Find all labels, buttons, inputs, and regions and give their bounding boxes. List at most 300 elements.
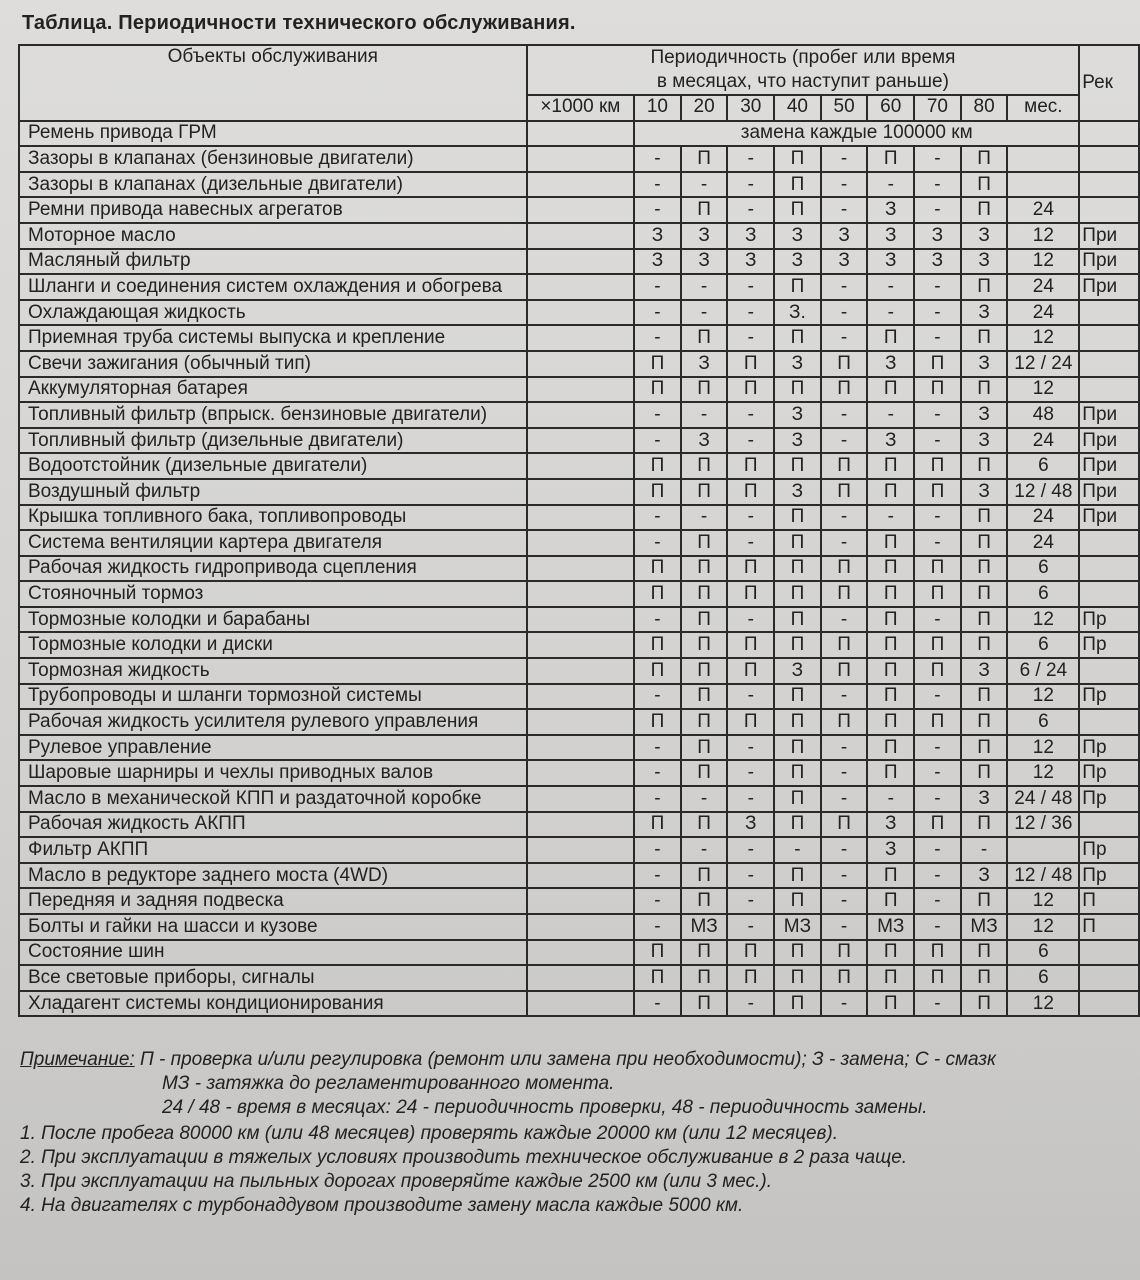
service-object-name: Крышка топливного бака, топливопроводы: [19, 505, 527, 531]
interval-cell: -: [727, 300, 774, 326]
interval-cell: П: [681, 863, 728, 889]
table-row: [19, 505, 1139, 531]
interval-cell: П: [821, 940, 868, 966]
interval-cell: П: [774, 991, 821, 1017]
interval-cell: З: [727, 812, 774, 838]
months-cell: 24: [1007, 274, 1079, 300]
interval-cell: П: [727, 479, 774, 505]
service-object-name: Болты и гайки на шасси и кузове: [19, 914, 527, 940]
table-row: [19, 146, 1139, 172]
interval-cell: П: [774, 146, 821, 172]
interval-cell: П: [774, 812, 821, 838]
table-row: [19, 863, 1139, 889]
interval-cell: -: [727, 428, 774, 454]
interval-cell: МЗ: [867, 914, 914, 940]
interval-cell: -: [634, 863, 681, 889]
interval-cell: П: [867, 760, 914, 786]
service-object-name: Ремни привода навесных агрегатов: [19, 197, 527, 223]
objects-header: Объекты обслуживания: [19, 45, 527, 121]
recommendation-cell: [1079, 530, 1139, 556]
interval-cell: П: [727, 965, 774, 991]
recommendation-cell: [1079, 709, 1139, 735]
interval-cell: П: [681, 658, 728, 684]
interval-cell: П: [961, 684, 1008, 710]
months-cell: 24 / 48: [1007, 786, 1079, 812]
interval-cell: -: [821, 172, 868, 198]
table-row: [19, 402, 1139, 428]
service-object-name: Шланги и соединения систем охлаждения и обогрева: [19, 274, 527, 300]
interval-cell: П: [914, 965, 961, 991]
months-header: мес.: [1007, 95, 1079, 121]
km-unit-cell: [527, 402, 635, 428]
interval-cell: П: [681, 735, 728, 761]
service-object-name: Зазоры в клапанах (бензиновые двигатели): [19, 146, 527, 172]
interval-cell: -: [821, 274, 868, 300]
table-row: [19, 888, 1139, 914]
interval-cell: П: [867, 940, 914, 966]
interval-cell: -: [681, 786, 728, 812]
km-col-70: 70: [914, 95, 961, 121]
interval-cell: З: [681, 249, 728, 275]
note-months-line: 24 / 48 - время в месяцах: 24 - периодичность проверки, 48 - периодичность замены.: [162, 1097, 928, 1118]
interval-cell: П: [681, 556, 728, 582]
interval-cell: -: [727, 837, 774, 863]
km-unit-cell: [527, 249, 635, 275]
interval-cell: П: [914, 658, 961, 684]
service-object-name: Все световые приборы, сигналы: [19, 965, 527, 991]
interval-cell: П: [961, 453, 1008, 479]
interval-cell: П: [681, 197, 728, 223]
interval-cell: П: [914, 709, 961, 735]
interval-cell: П: [961, 812, 1008, 838]
interval-cell: -: [727, 172, 774, 198]
recommendation-cell: [1079, 172, 1139, 198]
interval-cell: П: [774, 453, 821, 479]
km-unit-cell: [527, 581, 635, 607]
interval-cell: З: [867, 351, 914, 377]
km-unit-cell: [527, 786, 635, 812]
interval-cell: П: [867, 453, 914, 479]
km-unit-cell: [527, 709, 635, 735]
km-unit-cell: [527, 172, 635, 198]
interval-cell: П: [961, 172, 1008, 198]
interval-cell: -: [867, 402, 914, 428]
interval-cell: П: [774, 760, 821, 786]
table-body: [19, 121, 1139, 1017]
interval-cell: З: [681, 428, 728, 454]
table-row: [19, 658, 1139, 684]
table-row: [19, 632, 1139, 658]
recommendation-cell: [1079, 300, 1139, 326]
interval-cell: П: [681, 581, 728, 607]
recommendation-cell: При: [1079, 274, 1139, 300]
interval-cell: -: [914, 197, 961, 223]
interval-cell: П: [821, 632, 868, 658]
interval-cell: З: [961, 428, 1008, 454]
interval-cell: -: [634, 530, 681, 556]
interval-cell: -: [727, 914, 774, 940]
interval-cell: -: [914, 914, 961, 940]
km-col-20: 20: [681, 95, 728, 121]
table-row: [19, 760, 1139, 786]
interval-cell: П: [681, 607, 728, 633]
interval-cell: П: [821, 556, 868, 582]
service-object-name: Рабочая жидкость усилителя рулевого управления: [19, 709, 527, 735]
service-object-name: Ремень привода ГРМ: [19, 121, 527, 147]
interval-cell: -: [727, 530, 774, 556]
interval-cell: -: [681, 505, 728, 531]
interval-cell: П: [774, 684, 821, 710]
months-cell: 12: [1007, 760, 1079, 786]
months-cell: 6: [1007, 453, 1079, 479]
interval-cell: -: [914, 300, 961, 326]
interval-cell: -: [774, 837, 821, 863]
recommendation-cell: Пр: [1079, 837, 1139, 863]
note-legend-line: П - проверка и/или регулировка (ремонт или замена при необходимости); З - замена; С - смазк: [139, 1049, 996, 1070]
recommendation-cell: [1079, 556, 1139, 582]
service-object-name: Аккумуляторная батарея: [19, 377, 527, 403]
interval-cell: МЗ: [774, 914, 821, 940]
interval-cell: П: [774, 581, 821, 607]
interval-cell: -: [914, 991, 961, 1017]
interval-cell: П: [727, 940, 774, 966]
interval-cell: З: [774, 658, 821, 684]
km-unit-cell: [527, 274, 635, 300]
service-object-name: Топливный фильтр (дизельные двигатели): [19, 428, 527, 454]
interval-cell: П: [774, 940, 821, 966]
service-object-name: Свечи зажигания (обычный тип): [19, 351, 527, 377]
months-cell: 12: [1007, 325, 1079, 351]
km-unit-cell: [527, 684, 635, 710]
km-unit-header: ×1000 км: [527, 95, 635, 121]
interval-cell: П: [914, 556, 961, 582]
interval-cell: З: [961, 402, 1008, 428]
interval-cell: П: [634, 812, 681, 838]
interval-cell: -: [634, 888, 681, 914]
interval-cell: П: [821, 658, 868, 684]
service-object-name: Трубопроводы и шланги тормозной системы: [19, 684, 527, 710]
interval-cell: -: [867, 300, 914, 326]
months-cell: 12: [1007, 888, 1079, 914]
months-cell: 24: [1007, 505, 1079, 531]
months-cell: 12: [1007, 377, 1079, 403]
interval-cell: П: [681, 684, 728, 710]
interval-cell: П: [774, 863, 821, 889]
interval-cell: П: [774, 607, 821, 633]
km-unit-cell: [527, 351, 635, 377]
interval-cell: -: [914, 530, 961, 556]
interval-cell: -: [914, 146, 961, 172]
interval-cell: П: [821, 812, 868, 838]
km-unit-cell: [527, 914, 635, 940]
recommendation-cell: [1079, 351, 1139, 377]
interval-cell: З: [821, 223, 868, 249]
interval-cell: -: [727, 888, 774, 914]
table-row: [19, 812, 1139, 838]
service-object-name: Масло в редукторе заднего моста (4WD): [19, 863, 527, 889]
interval-cell: П: [867, 146, 914, 172]
interval-cell: -: [914, 888, 961, 914]
interval-cell: П: [681, 940, 728, 966]
interval-cell: -: [727, 991, 774, 1017]
recommendation-cell: [1079, 812, 1139, 838]
service-object-name: Тормозные колодки и диски: [19, 632, 527, 658]
table-row: [19, 274, 1139, 300]
interval-cell: П: [961, 505, 1008, 531]
interval-cell: -: [867, 274, 914, 300]
interval-cell: -: [821, 530, 868, 556]
recommendation-cell: П: [1079, 888, 1139, 914]
recommendation-cell: [1079, 146, 1139, 172]
recommendation-cell: Пр: [1079, 607, 1139, 633]
interval-cell: П: [634, 556, 681, 582]
km-unit-cell: [527, 121, 635, 147]
interval-cell: П: [821, 581, 868, 607]
recommendation-cell: При: [1079, 402, 1139, 428]
table-row: [19, 940, 1139, 966]
months-cell: 12: [1007, 607, 1079, 633]
km-unit-cell: [527, 607, 635, 633]
interval-cell: -: [821, 146, 868, 172]
interval-cell: П: [774, 505, 821, 531]
interval-cell: -: [634, 760, 681, 786]
interval-cell: -: [634, 991, 681, 1017]
recommendation-cell: При: [1079, 249, 1139, 275]
recommendation-header: Рек: [1079, 45, 1139, 121]
recommendation-cell: [1079, 581, 1139, 607]
interval-cell: -: [914, 274, 961, 300]
interval-cell: П: [821, 965, 868, 991]
table-row: [19, 786, 1139, 812]
recommendation-cell: Пр: [1079, 684, 1139, 710]
recommendation-cell: [1079, 991, 1139, 1017]
interval-cell: З: [774, 351, 821, 377]
interval-cell: -: [914, 863, 961, 889]
months-cell: 12 / 24: [1007, 351, 1079, 377]
interval-cell: З: [961, 249, 1008, 275]
interval-cell: -: [634, 402, 681, 428]
interval-cell: П: [867, 888, 914, 914]
interval-cell: З: [634, 249, 681, 275]
interval-cell: П: [821, 709, 868, 735]
interval-cell: -: [727, 684, 774, 710]
table-row: [19, 581, 1139, 607]
months-cell: 24: [1007, 197, 1079, 223]
interval-cell: З.: [774, 300, 821, 326]
recommendation-cell: При: [1079, 479, 1139, 505]
interval-cell: З: [867, 249, 914, 275]
interval-cell: З: [961, 863, 1008, 889]
interval-cell: П: [821, 377, 868, 403]
interval-cell: П: [961, 325, 1008, 351]
km-col-10: 10: [634, 95, 681, 121]
recommendation-cell: [1079, 940, 1139, 966]
interval-cell: -: [821, 607, 868, 633]
interval-merged-cell: замена каждые 100000 км: [634, 121, 1079, 147]
km-col-60: 60: [867, 95, 914, 121]
km-col-30: 30: [727, 95, 774, 121]
interval-cell: П: [727, 632, 774, 658]
interval-cell: П: [681, 760, 728, 786]
interval-cell: П: [914, 453, 961, 479]
interval-cell: -: [821, 197, 868, 223]
interval-cell: П: [681, 632, 728, 658]
interval-cell: З: [961, 300, 1008, 326]
interval-cell: -: [634, 428, 681, 454]
km-unit-cell: [527, 888, 635, 914]
service-object-name: Рабочая жидкость гидропривода сцепления: [19, 556, 527, 582]
interval-cell: -: [681, 172, 728, 198]
interval-cell: П: [634, 581, 681, 607]
interval-cell: П: [961, 991, 1008, 1017]
interval-cell: П: [821, 351, 868, 377]
interval-cell: З: [961, 786, 1008, 812]
months-cell: 12: [1007, 735, 1079, 761]
km-unit-cell: [527, 632, 635, 658]
km-col-40: 40: [774, 95, 821, 121]
interval-cell: П: [961, 632, 1008, 658]
interval-cell: -: [821, 505, 868, 531]
table-row: [19, 428, 1139, 454]
numbered-note: 2. При эксплуатации в тяжелых условиях производить техническое обслуживание в 2 раза чаще.: [20, 1147, 908, 1168]
months-cell: 6 / 24: [1007, 658, 1079, 684]
interval-cell: З: [914, 249, 961, 275]
interval-cell: П: [634, 479, 681, 505]
interval-cell: -: [821, 914, 868, 940]
interval-cell: П: [961, 581, 1008, 607]
service-object-name: Фильтр АКПП: [19, 837, 527, 863]
interval-cell: -: [914, 428, 961, 454]
table-row: [19, 607, 1139, 633]
interval-cell: -: [634, 914, 681, 940]
interval-cell: -: [914, 607, 961, 633]
recommendation-cell: Пр: [1079, 735, 1139, 761]
interval-cell: П: [774, 325, 821, 351]
table-row: [19, 556, 1139, 582]
km-unit-cell: [527, 658, 635, 684]
interval-cell: П: [914, 632, 961, 658]
interval-cell: П: [681, 377, 728, 403]
interval-cell: П: [681, 888, 728, 914]
km-unit-cell: [527, 428, 635, 454]
interval-cell: П: [961, 965, 1008, 991]
interval-cell: З: [867, 428, 914, 454]
interval-cell: П: [727, 453, 774, 479]
interval-cell: З: [681, 223, 728, 249]
recommendation-cell: [1079, 325, 1139, 351]
months-cell: [1007, 172, 1079, 198]
table-row: [19, 837, 1139, 863]
interval-cell: З: [821, 249, 868, 275]
interval-cell: -: [634, 274, 681, 300]
km-col-50: 50: [821, 95, 868, 121]
interval-cell: П: [774, 197, 821, 223]
interval-cell: П: [867, 658, 914, 684]
interval-cell: П: [961, 735, 1008, 761]
service-object-name: Рабочая жидкость АКПП: [19, 812, 527, 838]
months-cell: 12: [1007, 991, 1079, 1017]
interval-cell: МЗ: [961, 914, 1008, 940]
interval-cell: П: [774, 735, 821, 761]
interval-cell: П: [727, 377, 774, 403]
recommendation-cell: П: [1079, 914, 1139, 940]
interval-cell: -: [961, 837, 1008, 863]
interval-cell: З: [774, 249, 821, 275]
interval-cell: З: [961, 479, 1008, 505]
months-cell: 24: [1007, 530, 1079, 556]
recommendation-cell: При: [1079, 223, 1139, 249]
interval-cell: -: [634, 607, 681, 633]
interval-cell: -: [634, 300, 681, 326]
recommendation-cell: Пр: [1079, 786, 1139, 812]
interval-cell: П: [867, 556, 914, 582]
numbered-note: 1. После пробега 80000 км (или 48 месяцев) проверять каждые 20000 км (или 12 месяцев).: [20, 1123, 839, 1144]
interval-cell: П: [774, 377, 821, 403]
interval-cell: П: [634, 377, 681, 403]
service-object-name: Водоотстойник (дизельные двигатели): [19, 453, 527, 479]
interval-cell: П: [727, 581, 774, 607]
interval-cell: П: [914, 377, 961, 403]
recommendation-cell: При: [1079, 428, 1139, 454]
interval-cell: -: [821, 300, 868, 326]
interval-cell: П: [867, 581, 914, 607]
interval-cell: -: [727, 325, 774, 351]
interval-cell: П: [681, 812, 728, 838]
km-unit-cell: [527, 530, 635, 556]
recommendation-cell: [1079, 197, 1139, 223]
table-row: [19, 351, 1139, 377]
interval-cell: П: [914, 581, 961, 607]
interval-cell: П: [961, 607, 1008, 633]
km-unit-cell: [527, 479, 635, 505]
interval-cell: П: [914, 940, 961, 966]
service-object-name: Тормозные колодки и барабаны: [19, 607, 527, 633]
months-cell: 48: [1007, 402, 1079, 428]
interval-cell: -: [727, 505, 774, 531]
interval-cell: П: [727, 351, 774, 377]
km-unit-cell: [527, 760, 635, 786]
interval-cell: -: [727, 146, 774, 172]
table-row: [19, 453, 1139, 479]
interval-cell: П: [961, 274, 1008, 300]
service-object-name: Система вентиляции картера двигателя: [19, 530, 527, 556]
interval-cell: -: [914, 402, 961, 428]
interval-cell: П: [821, 479, 868, 505]
table-row: [19, 197, 1139, 223]
interval-cell: П: [681, 991, 728, 1017]
interval-cell: З: [867, 223, 914, 249]
note-mz-line: МЗ - затяжка до регламентированного момента.: [162, 1073, 615, 1094]
table-row: [19, 991, 1139, 1017]
interval-cell: -: [914, 760, 961, 786]
interval-cell: П: [774, 786, 821, 812]
interval-cell: П: [774, 556, 821, 582]
interval-cell: П: [867, 325, 914, 351]
interval-cell: -: [914, 505, 961, 531]
interval-cell: П: [681, 479, 728, 505]
km-unit-cell: [527, 837, 635, 863]
km-unit-cell: [527, 812, 635, 838]
months-cell: 12: [1007, 684, 1079, 710]
service-object-name: Состояние шин: [19, 940, 527, 966]
months-cell: 6: [1007, 632, 1079, 658]
km-unit-cell: [527, 863, 635, 889]
km-unit-cell: [527, 197, 635, 223]
interval-cell: З: [727, 223, 774, 249]
table-row: [19, 223, 1139, 249]
interval-cell: -: [681, 402, 728, 428]
interval-cell: -: [727, 197, 774, 223]
